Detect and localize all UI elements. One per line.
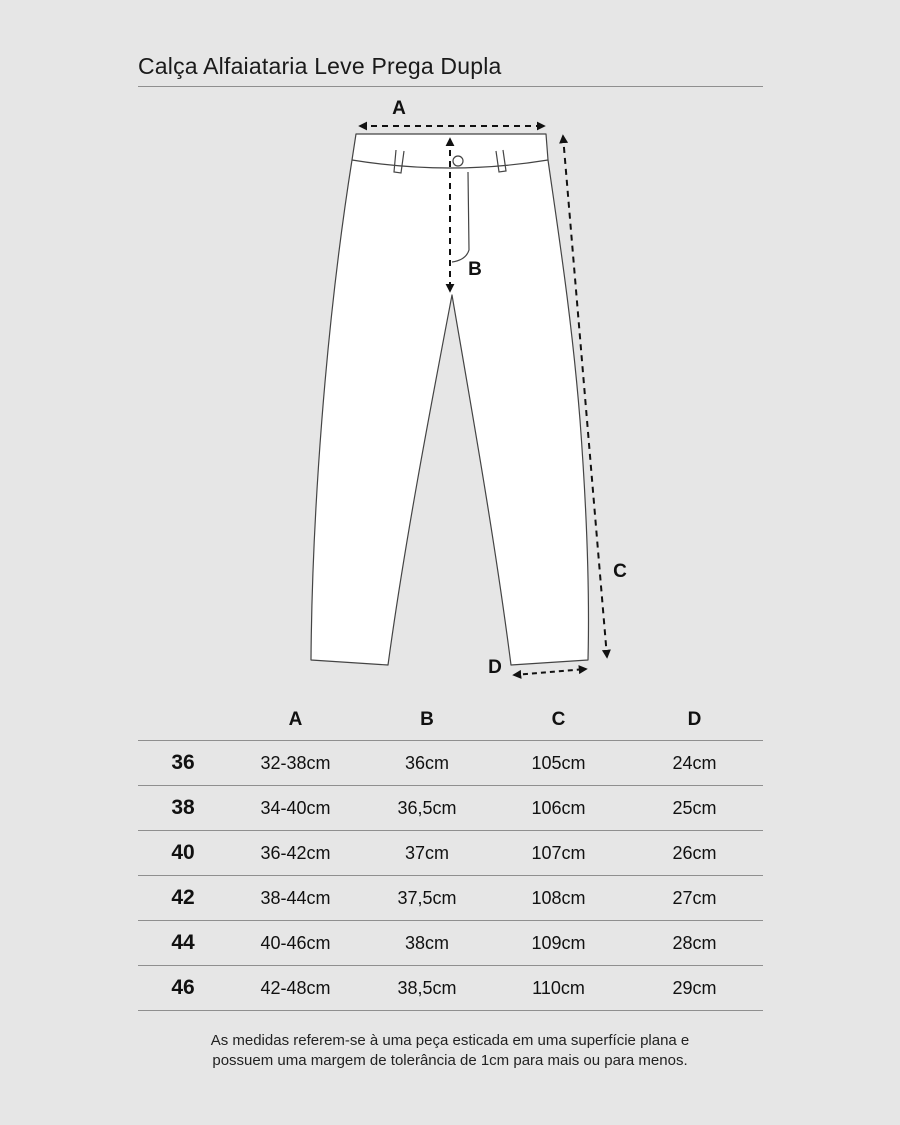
note-line-1: As medidas referem-se à uma peça esticada em uma superfície plana e: [210, 1032, 690, 1049]
measure-d-cell: 25cm: [626, 786, 763, 831]
measure-a-cell: 40-46cm: [228, 921, 363, 966]
measure-b-cell: 38cm: [363, 921, 491, 966]
table-header-row: [138, 700, 763, 741]
measure-c-cell: 106cm: [491, 786, 626, 831]
measure-b-cell: 36,5cm: [363, 786, 491, 831]
table-row: [138, 921, 763, 966]
size-cell: 40: [138, 831, 228, 876]
measure-d-cell: 28cm: [626, 921, 763, 966]
page-title: Calça Alfaiataria Leve Prega Dupla: [138, 53, 502, 79]
measure-d-label: D: [488, 657, 502, 678]
measure-a-cell: 32-38cm: [228, 741, 363, 786]
column-header-a: A: [228, 700, 363, 741]
table-row: [138, 786, 763, 831]
measure-d-cell: 24cm: [626, 741, 763, 786]
column-header-size: [138, 700, 228, 741]
measure-d-cell: 29cm: [626, 966, 763, 1011]
pants-icon: [311, 134, 589, 665]
size-cell: 38: [138, 786, 228, 831]
measure-c-cell: 108cm: [491, 876, 626, 921]
size-cell: 44: [138, 921, 228, 966]
table-row: [138, 831, 763, 876]
measure-b-cell: 37cm: [363, 831, 491, 876]
measure-a-cell: 34-40cm: [228, 786, 363, 831]
measure-d-arrow: [514, 669, 586, 675]
measure-c-cell: 110cm: [491, 966, 626, 1011]
column-header-c: C: [491, 700, 626, 741]
measure-b-label: B: [468, 259, 482, 280]
column-header-d: D: [626, 700, 763, 741]
measure-c-label: C: [613, 561, 627, 582]
column-header-b: B: [363, 700, 491, 741]
measure-b-cell: 38,5cm: [363, 966, 491, 1011]
table-row: [138, 876, 763, 921]
size-table: [138, 700, 763, 1011]
table-row: [138, 741, 763, 786]
measure-a-cell: 36-42cm: [228, 831, 363, 876]
measure-a-label: A: [392, 98, 406, 119]
measure-c-cell: 105cm: [491, 741, 626, 786]
size-cell: 36: [138, 741, 228, 786]
measure-d-cell: 26cm: [626, 831, 763, 876]
measure-c-cell: 109cm: [491, 921, 626, 966]
note-line-2: possuem uma margem de tolerância de 1cm para mais ou para menos.: [212, 1052, 688, 1069]
measure-a-cell: 38-44cm: [228, 876, 363, 921]
table-row: [138, 966, 763, 1011]
measure-b-cell: 37,5cm: [363, 876, 491, 921]
measure-c-cell: 107cm: [491, 831, 626, 876]
size-cell: 46: [138, 966, 228, 1011]
measurement-note: [120, 1031, 780, 1071]
button-icon: [453, 156, 463, 166]
size-cell: 42: [138, 876, 228, 921]
measure-d-cell: 27cm: [626, 876, 763, 921]
measure-b-cell: 36cm: [363, 741, 491, 786]
measure-a-cell: 42-48cm: [228, 966, 363, 1011]
pants-outline: [311, 134, 589, 665]
